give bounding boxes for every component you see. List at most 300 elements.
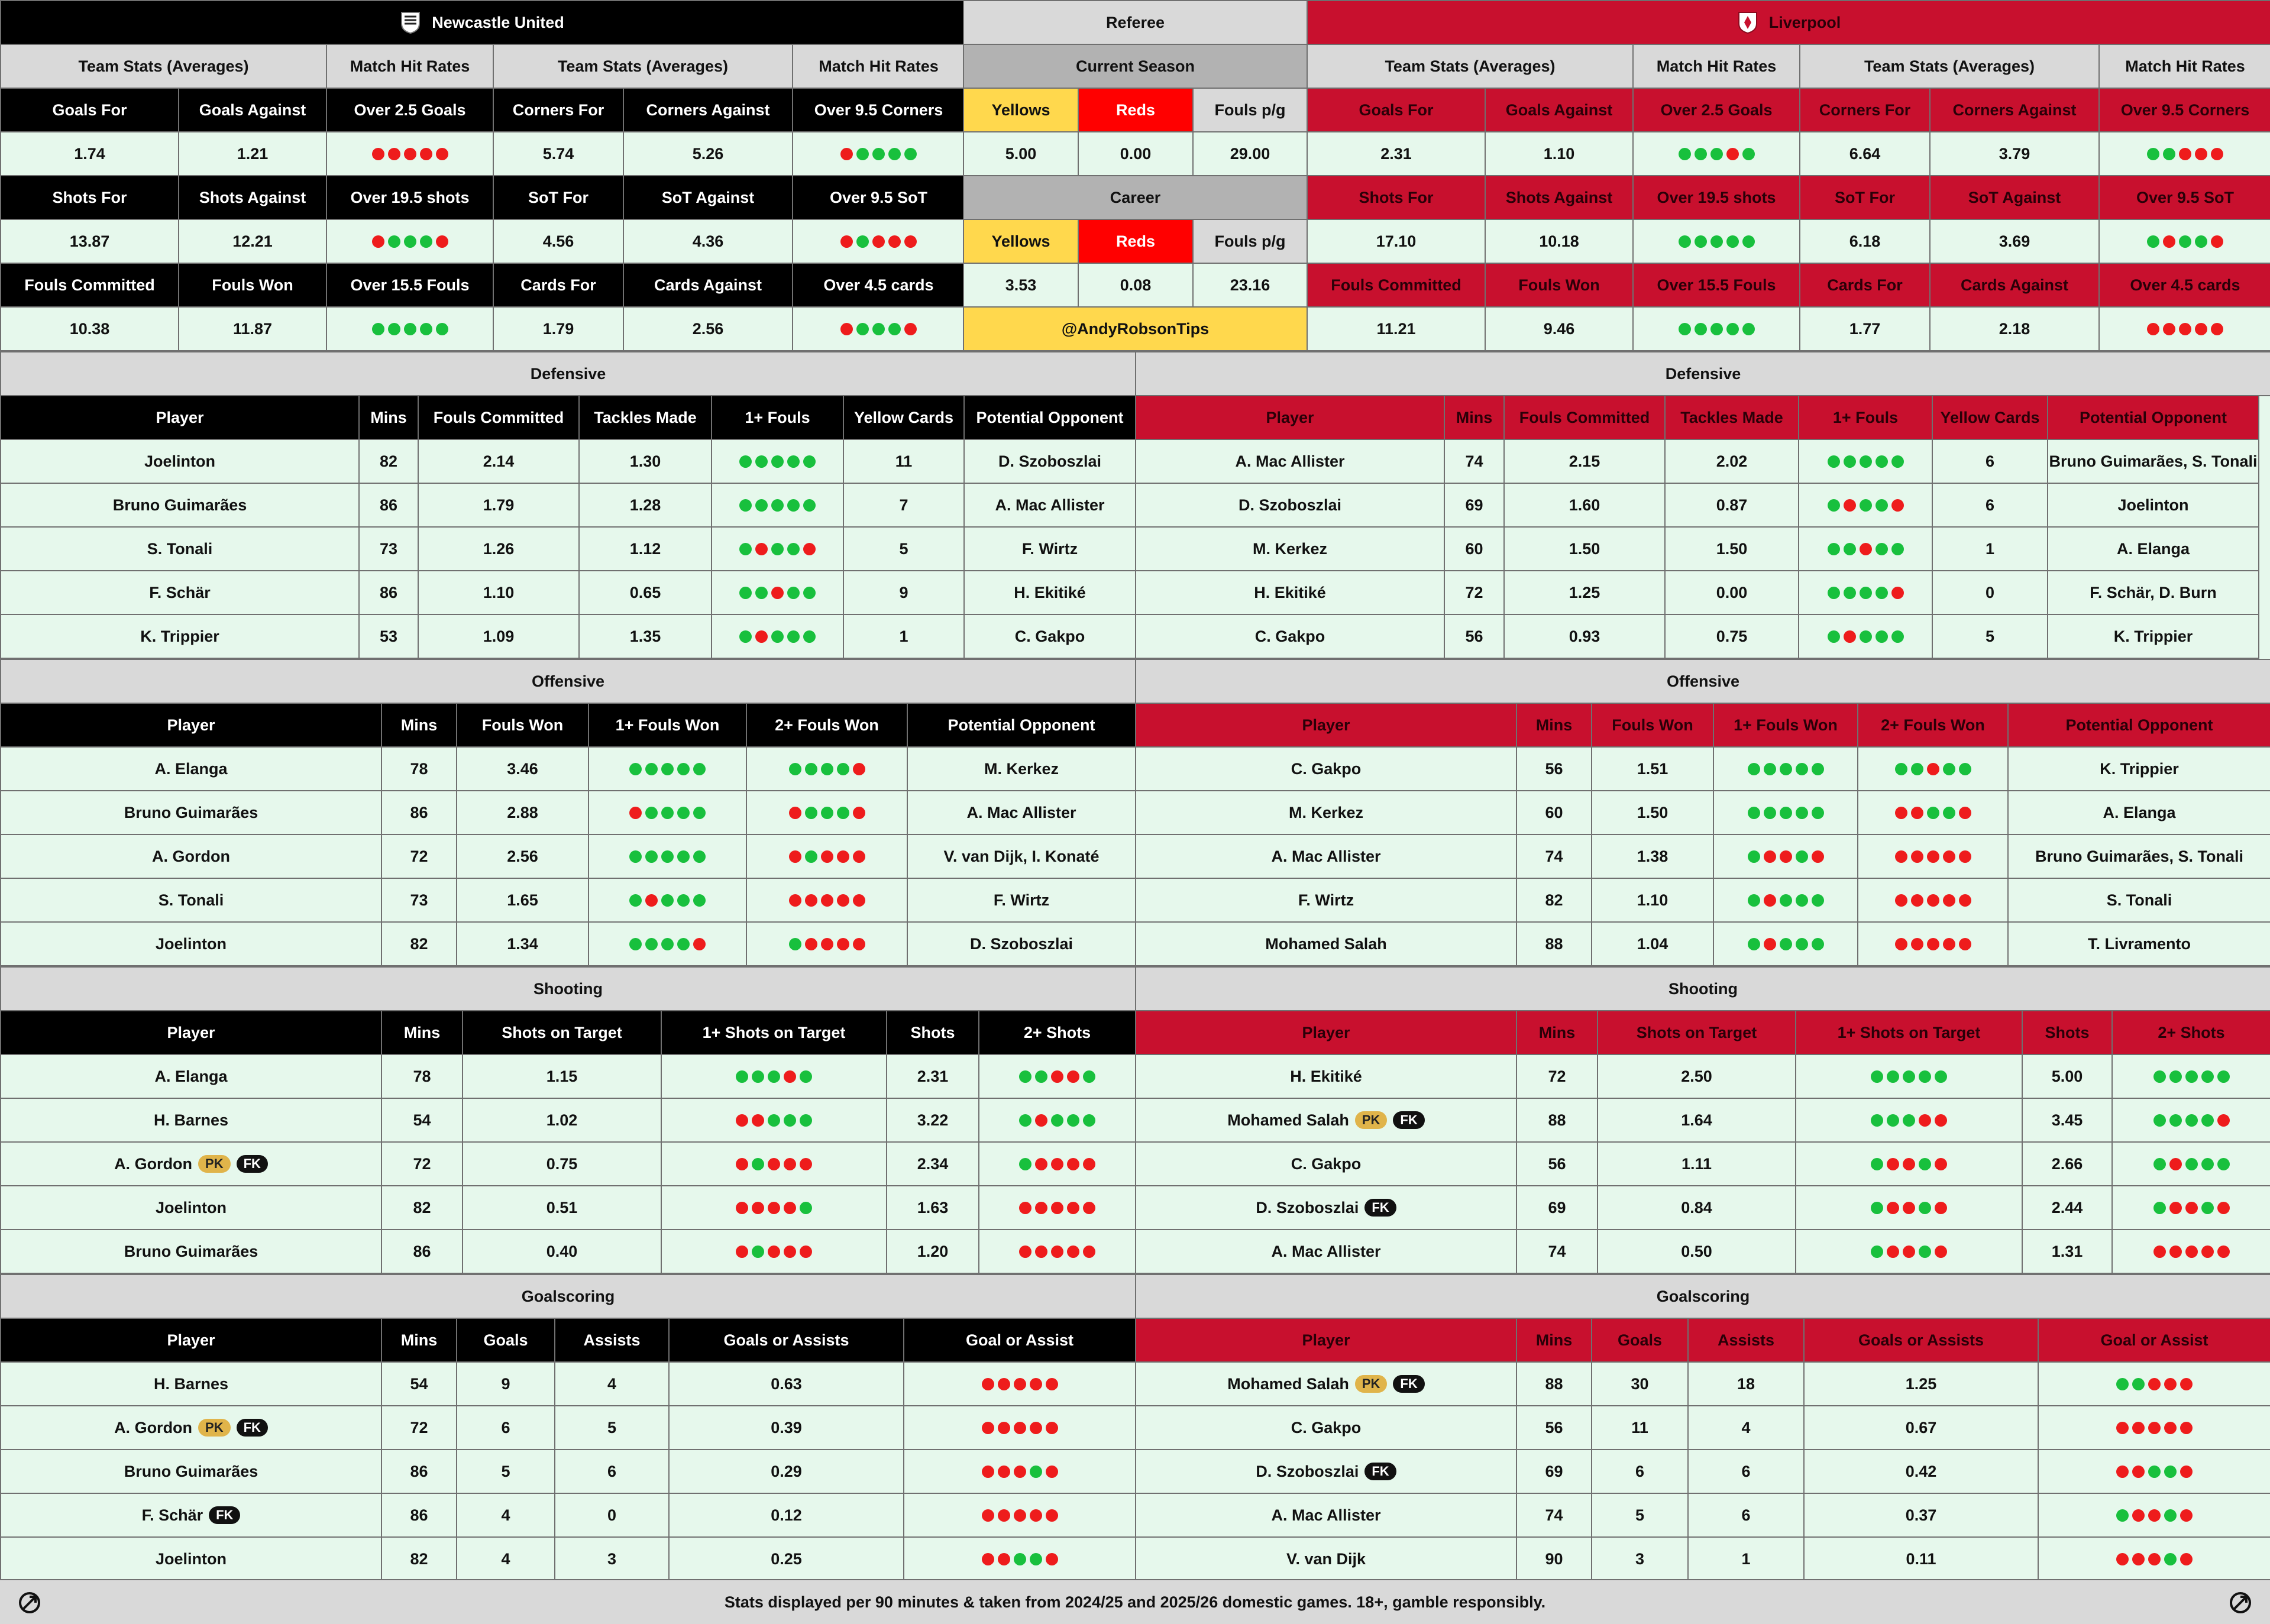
- miss-dot: [2147, 323, 2159, 335]
- player-name: A. Mac Allister: [1136, 835, 1517, 879]
- fouls-hit-rate-dots: [1799, 440, 1933, 484]
- potential-opponent: Bruno Guimarães, S. Tonali: [2009, 835, 2270, 879]
- miss-dot: [2180, 1466, 2193, 1478]
- one-plus-fouls-won-dots: [1714, 748, 1858, 791]
- penalty-taker-badge: PK: [198, 1155, 231, 1173]
- miss-dot: [736, 1114, 748, 1127]
- away_team-stats: [1307, 44, 2270, 351]
- player-name: A. Mac Allister: [1271, 1506, 1381, 1524]
- hit-dot: [2201, 1158, 2214, 1170]
- miss-dot: [1927, 938, 1939, 950]
- column-header: Yellow Cards: [1933, 396, 2048, 440]
- miss-dot: [2185, 1246, 2198, 1258]
- column-header: Goals or Assists: [1805, 1319, 2039, 1363]
- miss-dot: [982, 1378, 994, 1390]
- miss-dot: [2169, 1158, 2182, 1170]
- miss-dot: [2217, 1202, 2230, 1214]
- hit-dot: [1871, 1070, 1883, 1083]
- tackles-made: 0.75: [1666, 615, 1799, 659]
- referee-career-value: 0.08: [1079, 264, 1194, 308]
- hit-dot: [1796, 850, 1808, 863]
- fouls-hit-rate-dots: [1799, 528, 1933, 571]
- player-name: A. Gordon: [114, 1418, 193, 1437]
- home_team-stats: [0, 44, 965, 351]
- hit-dot: [2201, 1114, 2214, 1127]
- miss-dot: [2116, 1466, 2129, 1478]
- hit-dot: [629, 894, 642, 907]
- hit-dot: [755, 499, 768, 512]
- miss-dot: [2132, 1509, 2145, 1522]
- stat-label: Over 2.5 Goals: [1634, 89, 1800, 132]
- hit-dot: [755, 455, 768, 468]
- column-header: Mins: [1517, 1011, 1598, 1055]
- stat-value: 11.87: [179, 308, 327, 351]
- hit-dot: [388, 323, 400, 335]
- column-header: Potential Opponent: [908, 704, 1136, 748]
- miss-dot: [372, 235, 384, 248]
- two-plus-shots-dots: [979, 1230, 1136, 1274]
- stat-label: Cards For: [1800, 264, 1931, 308]
- column-header: Player: [1, 1011, 382, 1055]
- goals-or-assists: 0.29: [670, 1450, 904, 1494]
- tackles-made: 1.12: [580, 528, 712, 571]
- hit-dot: [2153, 1070, 2166, 1083]
- team-stats-header: Team Stats (Averages): [1800, 45, 2100, 89]
- hit-dot: [2179, 235, 2191, 248]
- hit-dot: [800, 1070, 812, 1083]
- minutes: 72: [1445, 571, 1505, 615]
- column-header: Assists: [1689, 1319, 1805, 1363]
- potential-opponent: D. Szoboszlai: [965, 440, 1136, 484]
- goals: 6: [1592, 1450, 1689, 1494]
- stat-label: Shots Against: [1486, 176, 1634, 220]
- player-name: V. van Dijk: [1286, 1549, 1366, 1568]
- minutes: 86: [360, 484, 419, 528]
- one-plus-fouls-won-dots: [1714, 835, 1858, 879]
- miss-dot: [1067, 1202, 1079, 1214]
- fouls-hit-rate-dots: [712, 528, 844, 571]
- miss-dot: [998, 1509, 1010, 1522]
- miss-dot: [2179, 148, 2191, 160]
- column-header: 1+ Shots on Target: [1796, 1011, 2023, 1055]
- fouls-hit-rate-dots: [712, 440, 844, 484]
- player-name-cell: [1136, 1230, 1517, 1274]
- hit-dot: [645, 807, 658, 819]
- hit-dot: [805, 807, 817, 819]
- hit-dot: [2217, 1070, 2230, 1083]
- miss-dot: [1030, 1422, 1042, 1434]
- fouls-committed: 1.50: [1505, 528, 1666, 571]
- fouls-committed: 1.79: [419, 484, 580, 528]
- shots: 1.20: [887, 1230, 979, 1274]
- fouls-won: 1.65: [457, 879, 589, 923]
- miss-dot: [1083, 1202, 1095, 1214]
- hit-dot: [629, 850, 642, 863]
- free-kick-taker-badge: FK: [1364, 1463, 1396, 1480]
- miss-dot: [645, 894, 658, 907]
- minutes: 86: [382, 1230, 463, 1274]
- hit-dot: [1959, 763, 1971, 775]
- reds-label: Reds: [1079, 89, 1194, 132]
- hit-dot: [661, 807, 674, 819]
- player-name-cell: [1, 1538, 382, 1581]
- miss-dot: [2148, 1378, 2161, 1390]
- hit-dot: [693, 807, 706, 819]
- miss-dot: [2132, 1422, 2145, 1434]
- miss-dot: [768, 1158, 780, 1170]
- goals: 4: [457, 1538, 555, 1581]
- hit-dot: [1919, 1158, 1931, 1170]
- player-name-cell: [1, 1055, 382, 1099]
- yellows-label: Yellows: [964, 89, 1079, 132]
- column-header: 1+ Fouls: [1799, 396, 1933, 440]
- hit-dot: [661, 850, 674, 863]
- miss-dot: [1035, 1202, 1047, 1214]
- stat-label: Over 2.5 Goals: [327, 89, 494, 132]
- free-kick-taker-badge: FK: [1393, 1375, 1424, 1393]
- hit-dot: [1828, 499, 1840, 512]
- yellow-cards: 1: [1933, 528, 2048, 571]
- potential-opponent: C. Gakpo: [965, 615, 1136, 659]
- hit-dot: [2185, 1158, 2198, 1170]
- match-hit-rates-header: Match Hit Rates: [793, 45, 965, 89]
- one-plus-sot-dots: [662, 1230, 887, 1274]
- assists: 1: [1689, 1538, 1805, 1581]
- goals: 11: [1592, 1406, 1689, 1450]
- miss-dot: [2195, 148, 2207, 160]
- shots-on-target: 0.75: [463, 1143, 662, 1186]
- hit-dot: [436, 323, 448, 335]
- offensive-away-band: [1135, 659, 2270, 704]
- miss-dot: [1959, 894, 1971, 907]
- free-kick-taker-badge: FK: [237, 1155, 268, 1173]
- miss-dot: [1895, 807, 1907, 819]
- column-header: 2+ Shots: [2113, 1011, 2270, 1055]
- hit-dot: [787, 499, 800, 512]
- player-name: S. Tonali: [1, 528, 360, 571]
- column-header: Mins: [382, 1319, 457, 1363]
- referee-header: [963, 0, 1308, 45]
- goal-or-assist-dots: [2039, 1363, 2270, 1406]
- shots: 2.34: [887, 1143, 979, 1186]
- potential-opponent: Bruno Guimarães, S. Tonali: [2048, 440, 2259, 484]
- one-plus-sot-dots: [662, 1186, 887, 1230]
- player-name: Joelinton: [156, 1549, 227, 1568]
- fouls-won: 1.51: [1592, 748, 1714, 791]
- minutes: 56: [1517, 1406, 1592, 1450]
- hit-rate-dots: [793, 220, 965, 264]
- miss-dot: [1887, 1158, 1899, 1170]
- hit-dot: [1871, 1114, 1883, 1127]
- hit-dot: [1764, 763, 1776, 775]
- hit-dot: [739, 630, 752, 643]
- hit-dot: [1030, 1466, 1042, 1478]
- one-plus-fouls-won-dots: [589, 879, 747, 923]
- hit-dot: [693, 850, 706, 863]
- minutes: 88: [1517, 923, 1592, 966]
- defensive-away-table: [1135, 395, 2259, 659]
- fouls-won: 2.56: [457, 835, 589, 879]
- stat-label: SoT For: [494, 176, 624, 220]
- shots-on-target: 1.15: [463, 1055, 662, 1099]
- hit-dot: [661, 938, 674, 950]
- yellows-label: Yellows: [964, 220, 1079, 264]
- stat-value: 1.10: [1486, 132, 1634, 176]
- stat-label: Shots Against: [179, 176, 327, 220]
- fouls-committed: 1.26: [419, 528, 580, 571]
- offensive-home-table: [0, 703, 1136, 966]
- goal-or-assist-dots: [2039, 1406, 2270, 1450]
- hit-dot: [1796, 807, 1808, 819]
- column-header: Mins: [382, 1011, 463, 1055]
- goals: 5: [457, 1450, 555, 1494]
- section-title: Defensive: [1136, 352, 2270, 396]
- minutes: 69: [1517, 1450, 1592, 1494]
- fouls-won: 2.88: [457, 791, 589, 835]
- shots: 2.31: [887, 1055, 979, 1099]
- hit-dot: [1019, 1114, 1031, 1127]
- miss-dot: [853, 763, 865, 775]
- minutes: 73: [360, 528, 419, 571]
- potential-opponent: A. Mac Allister: [908, 791, 1136, 835]
- goal-or-assist-dots: [2039, 1538, 2270, 1581]
- defensive-away-band: [1135, 351, 2270, 396]
- goals-or-assists: 1.25: [1805, 1363, 2039, 1406]
- minutes: 82: [382, 1538, 457, 1581]
- stat-value: 2.56: [624, 308, 793, 351]
- assists: 18: [1689, 1363, 1805, 1406]
- assists: 0: [555, 1494, 670, 1538]
- miss-dot: [784, 1070, 796, 1083]
- miss-dot: [1051, 1070, 1063, 1083]
- team-stats-header: Team Stats (Averages): [1308, 45, 1634, 89]
- tackles-made: 1.50: [1666, 528, 1799, 571]
- hit-dot: [661, 763, 674, 775]
- one-plus-fouls-won-dots: [1714, 879, 1858, 923]
- two-plus-shots-dots: [2113, 1230, 2270, 1274]
- player-name-cell: [1136, 1538, 1517, 1581]
- stat-label: Cards Against: [624, 264, 793, 308]
- hit-dot: [693, 763, 706, 775]
- stat-value: 1.79: [494, 308, 624, 351]
- miss-dot: [1860, 543, 1872, 555]
- miss-dot: [1895, 850, 1907, 863]
- miss-dot: [998, 1466, 1010, 1478]
- stat-label: Cards Against: [1931, 264, 2100, 308]
- column-header: 1+ Shots on Target: [662, 1011, 887, 1055]
- miss-dot: [1895, 938, 1907, 950]
- hit-dot: [1726, 323, 1739, 335]
- section-title: Shooting: [1, 968, 1136, 1011]
- yellow-cards: 0: [1933, 571, 2048, 615]
- potential-opponent: A. Mac Allister: [965, 484, 1136, 528]
- fouls-hit-rate-dots: [712, 571, 844, 615]
- player-name: D. Szoboszlai: [1136, 484, 1445, 528]
- hit-dot: [1828, 630, 1840, 643]
- hit-dot: [800, 1202, 812, 1214]
- fouls-won: 1.10: [1592, 879, 1714, 923]
- two-plus-fouls-won-dots: [1858, 835, 2009, 879]
- minutes: 86: [382, 1494, 457, 1538]
- shots-on-target: 2.50: [1598, 1055, 1796, 1099]
- hit-dot: [736, 1070, 748, 1083]
- shots: 5.00: [2023, 1055, 2113, 1099]
- two-plus-fouls-won-dots: [1858, 791, 2009, 835]
- miss-dot: [789, 894, 801, 907]
- miss-dot: [840, 148, 853, 160]
- miss-dot: [2148, 1509, 2161, 1522]
- miss-dot: [872, 235, 885, 248]
- footer-text: Stats displayed per 90 minutes & taken from 2024/25 and 2025/26 domestic games. 18+, gamble responsibly.: [724, 1593, 1546, 1611]
- miss-dot: [2132, 1553, 2145, 1565]
- free-kick-taker-badge: FK: [237, 1419, 268, 1437]
- hit-dot: [1726, 235, 1739, 248]
- player-name: H. Barnes: [153, 1374, 229, 1393]
- hit-dot: [1919, 1070, 1931, 1083]
- player-name: Bruno Guimarães: [124, 1242, 258, 1260]
- column-header: Shots: [2023, 1011, 2113, 1055]
- fouls-hit-rate-dots: [712, 615, 844, 659]
- stat-value: 3.69: [1931, 220, 2100, 264]
- miss-dot: [755, 543, 768, 555]
- player-name: H. Ekitiké: [1290, 1067, 1362, 1085]
- player-name-cell: [1, 1450, 382, 1494]
- hit-dot: [404, 323, 416, 335]
- hit-dot: [787, 587, 800, 599]
- miss-dot: [2217, 1114, 2230, 1127]
- miss-dot: [1935, 1202, 1947, 1214]
- stat-value: 2.18: [1931, 308, 2100, 351]
- column-header: 2+ Shots: [979, 1011, 1136, 1055]
- stat-value: 3.79: [1931, 132, 2100, 176]
- miss-dot: [840, 235, 853, 248]
- hit-dot: [1927, 807, 1939, 819]
- one-plus-fouls-won-dots: [589, 835, 747, 879]
- goals: 30: [1592, 1363, 1689, 1406]
- column-header: Mins: [360, 396, 419, 440]
- reds-label: Reds: [1079, 220, 1194, 264]
- goals: 6: [457, 1406, 555, 1450]
- two-plus-fouls-won-dots: [747, 923, 908, 966]
- tackles-made: 0.00: [1666, 571, 1799, 615]
- hit-dot: [388, 235, 400, 248]
- column-header: Player: [1136, 1011, 1517, 1055]
- miss-dot: [2164, 1422, 2177, 1434]
- player-name: Bruno Guimarães: [1, 791, 382, 835]
- hit-dot: [1030, 1553, 1042, 1565]
- hit-dot: [1876, 543, 1888, 555]
- miss-dot: [1812, 850, 1824, 863]
- miss-dot: [789, 850, 801, 863]
- hit-rate-dots: [1634, 132, 1800, 176]
- minutes: 72: [382, 835, 457, 879]
- miss-dot: [784, 1202, 796, 1214]
- goalscoring-away-band: [1135, 1274, 2270, 1319]
- miss-dot: [1067, 1158, 1079, 1170]
- hit-dot: [1695, 323, 1707, 335]
- referee-current-value: 0.00: [1079, 132, 1194, 176]
- stat-label: Over 9.5 SoT: [2100, 176, 2270, 220]
- hit-dot: [1876, 587, 1888, 599]
- hit-rate-dots: [2100, 308, 2270, 351]
- hit-dot: [768, 1070, 780, 1083]
- hit-dot: [739, 543, 752, 555]
- hit-dot: [645, 850, 658, 863]
- player-name-cell: [1, 1363, 382, 1406]
- two-plus-fouls-won-dots: [747, 879, 908, 923]
- one-plus-fouls-won-dots: [1714, 923, 1858, 966]
- miss-dot: [436, 235, 448, 248]
- hit-dot: [645, 938, 658, 950]
- assists: 6: [1689, 1494, 1805, 1538]
- hit-dot: [1780, 807, 1792, 819]
- away-team-title: [1308, 1, 2270, 45]
- current-season-header: Current Season: [964, 45, 1308, 89]
- miss-dot: [752, 1114, 764, 1127]
- miss-dot: [821, 938, 833, 950]
- miss-dot: [1903, 1246, 1915, 1258]
- hit-dot: [2217, 1158, 2230, 1170]
- player-name-cell: [1136, 1143, 1517, 1186]
- hit-dot: [872, 148, 885, 160]
- hit-dot: [739, 499, 752, 512]
- miss-dot: [1014, 1466, 1026, 1478]
- miss-dot: [752, 1202, 764, 1214]
- hit-dot: [661, 894, 674, 907]
- hit-dot: [1891, 630, 1904, 643]
- hit-dot: [803, 587, 816, 599]
- miss-dot: [1726, 148, 1739, 160]
- shots-on-target: 0.51: [463, 1186, 662, 1230]
- miss-dot: [2217, 1246, 2230, 1258]
- hit-rate-dots: [793, 132, 965, 176]
- miss-dot: [629, 807, 642, 819]
- miss-dot: [1035, 1114, 1047, 1127]
- fouls-committed: 0.93: [1505, 615, 1666, 659]
- miss-dot: [2180, 1378, 2193, 1390]
- player-name-cell: [1, 1494, 382, 1538]
- goals: 4: [457, 1494, 555, 1538]
- miss-dot: [1887, 1202, 1899, 1214]
- hit-dot: [739, 455, 752, 468]
- column-header: Mins: [1445, 396, 1505, 440]
- miss-dot: [1927, 894, 1939, 907]
- goal-or-assist-dots: [904, 1450, 1136, 1494]
- referee-stats: [963, 44, 1308, 351]
- stat-value: 10.18: [1486, 220, 1634, 264]
- miss-dot: [1035, 1246, 1047, 1258]
- hit-dot: [2164, 1509, 2177, 1522]
- one-plus-sot-dots: [1796, 1186, 2023, 1230]
- column-header: Potential Opponent: [2048, 396, 2259, 440]
- hit-dot: [1860, 630, 1872, 643]
- miss-dot: [1895, 894, 1907, 907]
- stat-value: 1.77: [1800, 308, 1931, 351]
- miss-dot: [2148, 1422, 2161, 1434]
- player-name: C. Gakpo: [1291, 1418, 1362, 1437]
- defensive-home-band: [0, 351, 1136, 396]
- fouls-committed: 1.09: [419, 615, 580, 659]
- goals: 9: [457, 1363, 555, 1406]
- hit-dot: [2147, 235, 2159, 248]
- player-name: K. Trippier: [1, 615, 360, 659]
- miss-dot: [1891, 587, 1904, 599]
- shots-on-target: 1.11: [1598, 1143, 1796, 1186]
- miss-dot: [1844, 630, 1856, 643]
- two-plus-shots-dots: [2113, 1143, 2270, 1186]
- yellow-cards: 5: [1933, 615, 2048, 659]
- hit-dot: [803, 455, 816, 468]
